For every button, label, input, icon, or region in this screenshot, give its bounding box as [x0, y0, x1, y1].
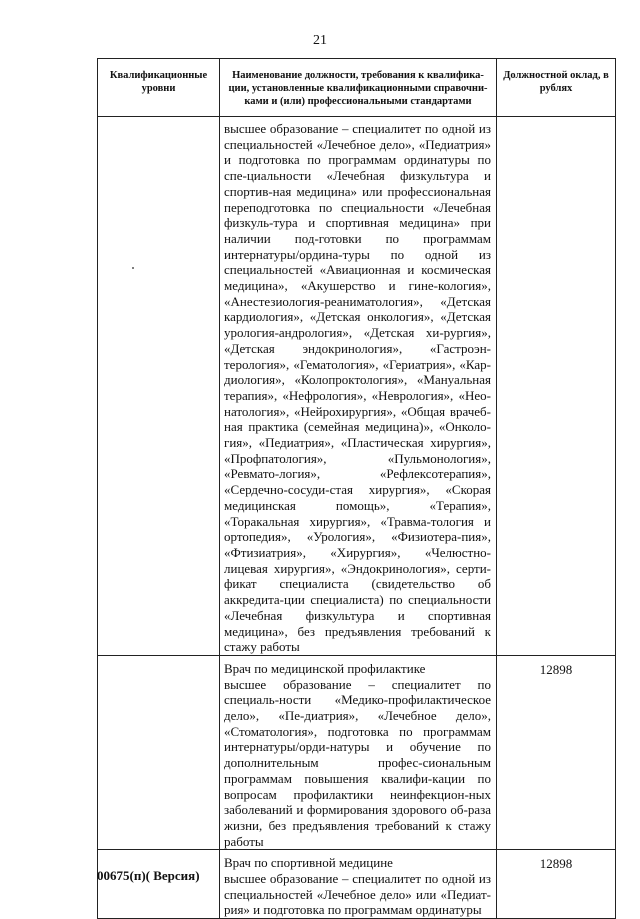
- page-number: 21: [313, 33, 327, 48]
- table-header-row: [98, 59, 616, 117]
- requirements-text: высшее образование – специалитет по одной из специальностей «Лечебное дело» или «Педиат-рия» и подготовка по программам ординатуры: [224, 871, 491, 918]
- table-row: [98, 655, 616, 849]
- salary-cell: 12898: [497, 850, 616, 919]
- requirements-text: высшее образование – специалитет по одной из специальностей «Лечебное дело», «Педиатрия» и подготовка по программам ординатуры по спе-циальности «Лечебная физкультура и спортив-ная медицина» или профессиональная переподготовка по специальности «Лечебная физкуль-тура и спортивная медицина» при наличии под-готовки по программам интернатуры/ордина-туры по одной из специальностей «Авиационная и космическая медицина», «Акушерство и гине-кология», «Анестезиология-реаниматология», «Детская кардиология», «Детская онкология», «Детская урология-андрология», «Детская хи-рургия», «Детская эндокринология», «Гастроэн-терология», «Гематология», «Гериатрия», «Кар-диология», «Колопроктология», «Мануальная терапия», «Нефрология», «Неврология», «Нео-натология», «Нейрохирургия», «Общая врачеб-ная практика (семейная медицина)», «Онколо-гия», «Педиатрия», «Пластическая хирургия», «Профпатология», «Пульмонология», «Ревмато-логия», «Рефлексотерапия», «Сердечно-сосуди-стая хирургия», «Скорая медицинская помощь», «Терапия», «Торакальная хирургия», «Травма-тология и ортопедия», «Урология», «Физиотера-пия», «Фтизиатрия», «Хирургия», «Челюстно-лицевая хирургия», «Эндокринология», серти-фикат специалиста (свидетельство об аккредита-ции специалиста) по специальности «Лечебная физкультура и спортивная медицина», без предъявления требований к стажу работы: [224, 121, 491, 655]
- level-cell: [98, 850, 220, 919]
- table-row: [98, 117, 616, 656]
- position-title: Врач по спортивной медицине: [224, 855, 393, 871]
- header-salary: Должностной оклад, в рублях: [497, 59, 616, 117]
- position-title: Врач по медицинской профилактике: [224, 660, 426, 676]
- level-cell: [98, 117, 220, 656]
- requirements-cell: [220, 117, 497, 656]
- document-code: 00675(п)( Версия): [97, 868, 200, 883]
- salary-cell: 12898: [497, 655, 616, 849]
- level-cell: [98, 655, 220, 849]
- header-qualification-levels: Квалификационные уровни: [98, 59, 220, 117]
- table-row: [98, 850, 616, 919]
- salary-cell: [497, 117, 616, 656]
- header-position-requirements: Наименование должности, требования к квалифика-ции, установленные квалификационными справочни-ками и (или) профессиональными стандартами: [220, 59, 497, 117]
- requirements-cell: [220, 850, 497, 919]
- qualification-table: [97, 58, 616, 919]
- requirements-cell: [220, 655, 497, 849]
- requirements-text: высшее образование – специалитет по специаль-ности «Медико-профилактическое дело», «Пе-диатрия», «Лечебное дело», «Стоматология», подготовка по программам интернатуры/орди-натуры и обучение по дополнительным профес-сиональным программам повышения квалифи-кации по вопросам профилактики неинфекцион-ных заболеваний и формирования здорового об-раза жизни, без предъявления требований к стажу работы: [224, 676, 491, 849]
- scan-artifact: [132, 267, 134, 269]
